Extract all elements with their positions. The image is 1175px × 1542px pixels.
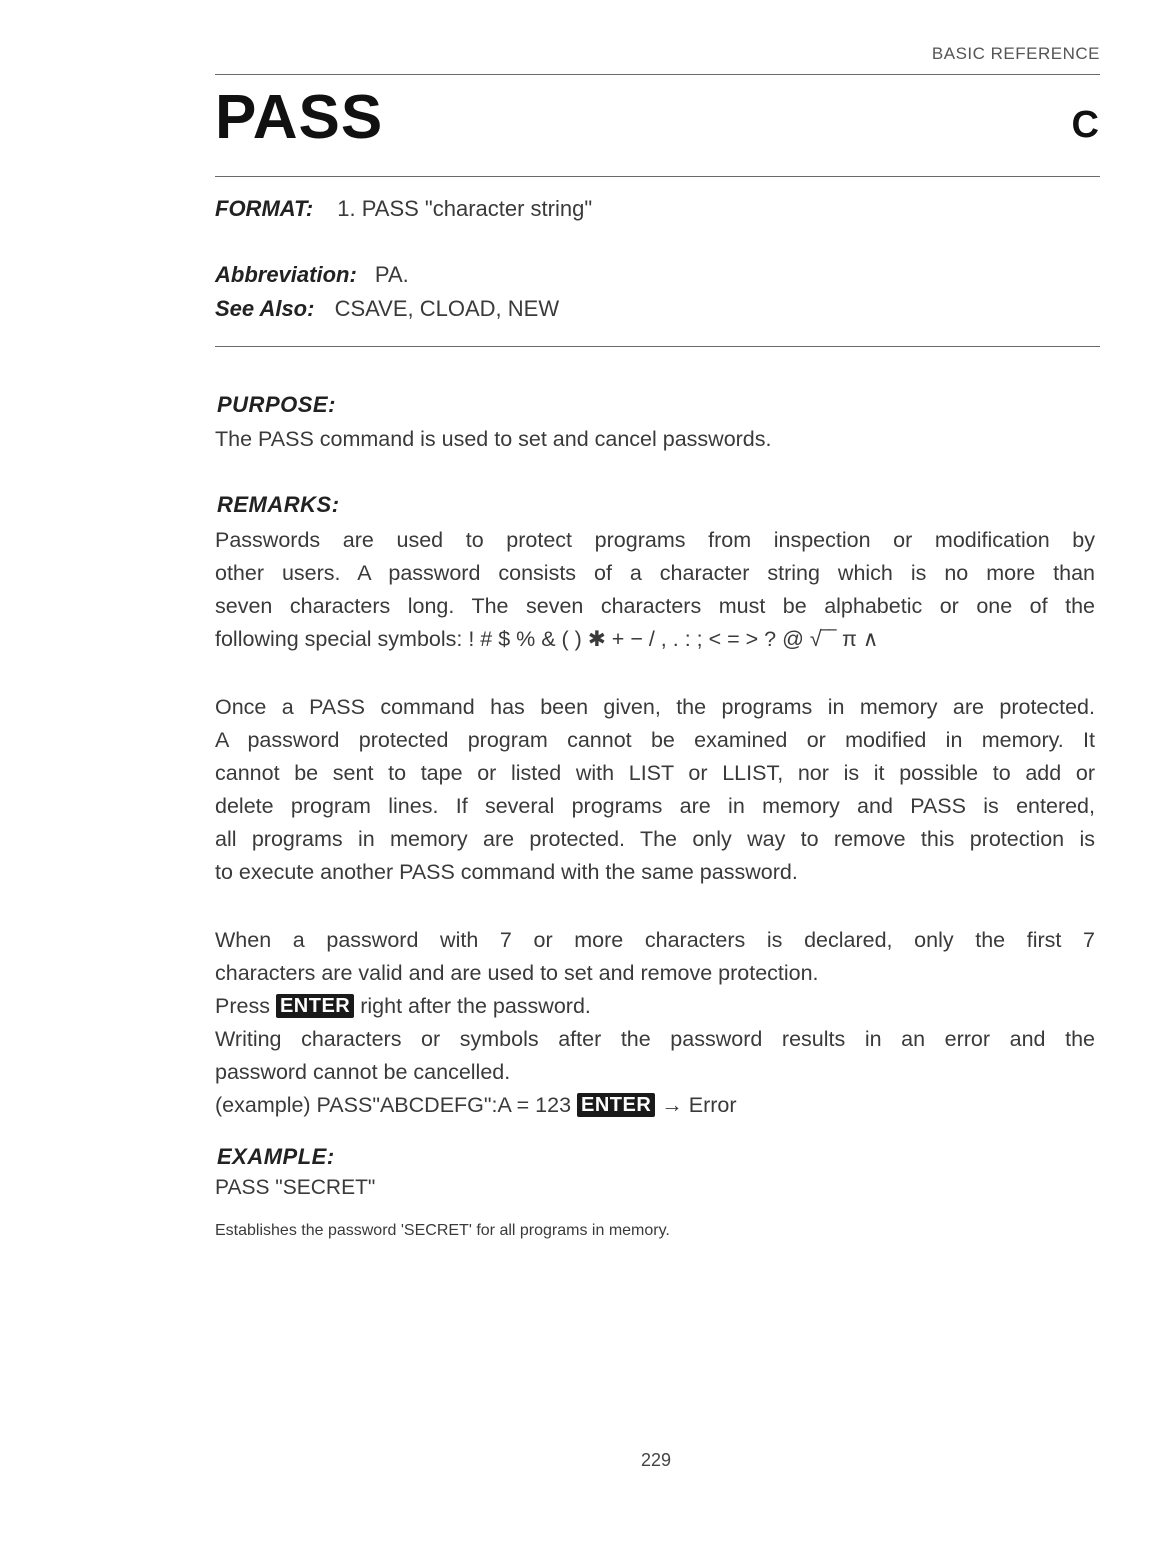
abbreviation-value: PA. <box>374 262 409 287</box>
remarks-paragraph-3 <box>215 924 1095 1122</box>
meta-divider <box>215 346 1100 347</box>
top-divider <box>215 74 1100 75</box>
example-code: PASS "SECRET" <box>215 1176 376 1199</box>
abbreviation-label: Abbreviation: <box>215 262 357 287</box>
format-value: 1. PASS "character string" <box>337 196 593 221</box>
paragraph-line: When a password with 7 or more characters is declared, only the first 7 <box>215 928 1095 952</box>
paragraph-line: Once a PASS command has been given, the programs in memory are protected. <box>215 695 1095 719</box>
paragraph-line: other users. A password consists of a character string which is no more than <box>215 561 1095 585</box>
purpose-line: The PASS command is used to set and cancel passwords. <box>215 427 772 451</box>
error-example-result: → Error <box>661 1093 737 1117</box>
see-also-label: See Also: <box>215 296 315 321</box>
purpose-text <box>215 423 1095 456</box>
remarks-paragraph-2 <box>215 691 1095 889</box>
format-line <box>215 196 592 222</box>
paragraph-line: seven characters long. The seven characters must be alphabetic or one of the <box>215 594 1095 618</box>
abbreviation-line <box>215 262 409 288</box>
remarks-paragraph-1 <box>215 524 1095 656</box>
purpose-heading: PURPOSE: <box>217 392 336 417</box>
press-text: Press <box>215 994 270 1018</box>
command-title: PASS <box>215 83 384 152</box>
remarks-heading: REMARKS: <box>217 492 340 517</box>
paragraph-line: delete program lines. If several programs are in memory and PASS is entered, <box>215 794 1095 818</box>
press-after-text: right after the password. <box>360 994 591 1018</box>
press-enter-line <box>215 990 1095 1023</box>
paragraph-line: characters are valid and are used to set and remove protection. <box>215 961 819 985</box>
title-divider <box>215 176 1100 177</box>
paragraph-line: A password protected program cannot be examined or modified in memory. It <box>215 728 1095 752</box>
paragraph-line: password cannot be cancelled. <box>215 1060 511 1084</box>
error-example-code: (example) PASS"ABCDEFG":A = 123 <box>215 1093 572 1117</box>
command-category: C <box>1071 104 1099 146</box>
page-number: 229 <box>640 1450 672 1470</box>
example-heading: EXAMPLE: <box>217 1144 335 1169</box>
paragraph-line: Passwords are used to protect programs from inspection or modification by <box>215 528 1095 552</box>
paragraph-line: following special symbols: ! # $ % & ( ) ✱ + − / , . : ; < = > ? @ √‾‾ π ∧ <box>215 627 879 651</box>
error-example-line <box>215 1089 1095 1122</box>
see-also-line <box>215 296 559 322</box>
section-header: BASIC REFERENCE <box>931 44 1100 63</box>
format-label: FORMAT: <box>215 196 314 221</box>
enter-key: ENTER <box>276 994 354 1018</box>
paragraph-line: Writing characters or symbols after the password results in an error and the <box>215 1027 1095 1051</box>
paragraph-line: cannot be sent to tape or listed with LIST or LLIST, nor is it possible to add or <box>215 761 1095 785</box>
enter-key: ENTER <box>577 1093 655 1117</box>
see-also-value: CSAVE, CLOAD, NEW <box>334 296 560 321</box>
paragraph-line: all programs in memory are protected. The only way to remove this protection is <box>215 827 1095 851</box>
paragraph-line: to execute another PASS command with the same password. <box>215 860 798 884</box>
example-note: Establishes the password 'SECRET' for all programs in memory. <box>215 1222 670 1239</box>
